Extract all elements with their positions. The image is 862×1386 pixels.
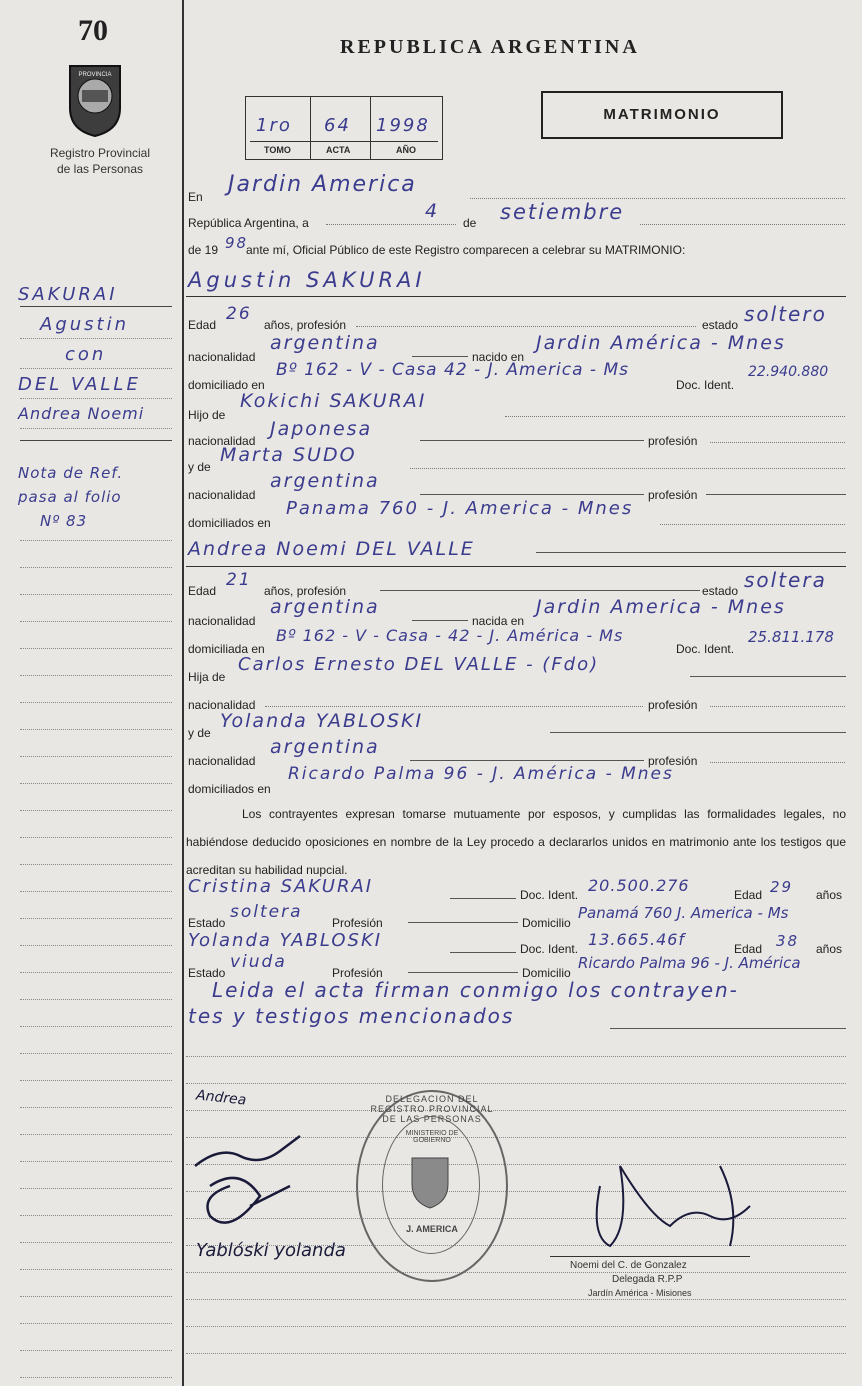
official-line1: Noemi del C. de Gonzalez (570, 1260, 687, 1271)
signature-groom (190, 1126, 320, 1246)
seal-emblem-icon (408, 1154, 452, 1210)
label-anos-prof-bride: años, profesión (264, 584, 347, 598)
bride-parents-address: Ricardo Palma 96 - J. América - Mnes (288, 764, 674, 784)
place-value: Jardin America (228, 172, 417, 197)
margin-surname: SAKURAI (18, 284, 118, 305)
record-type-box (541, 91, 783, 139)
margin-ruled-line (20, 837, 172, 838)
bride-age: 21 (226, 570, 252, 590)
margin-rule (182, 0, 184, 1386)
month-value: setiembre (500, 200, 625, 224)
margin-ruled-line (20, 1269, 172, 1270)
groom-mother: Marta SUDO (220, 444, 357, 466)
margin-ruled-line (20, 1377, 172, 1378)
body-ruled-line (186, 1299, 846, 1300)
label-nac-bride: nacionalidad (188, 614, 256, 628)
groom-nationality: argentina (270, 332, 380, 354)
coat-of-arms-icon (60, 60, 130, 138)
label-domiciliados-groom: domiciliados en (188, 516, 271, 530)
label-domiciliada: domiciliada en (188, 642, 265, 656)
witness2-age: 38 (776, 932, 800, 950)
body-ruled-line (186, 1272, 846, 1273)
label-nac-bride-father: nacionalidad (188, 698, 256, 712)
label-yde-bride: y de (188, 726, 211, 740)
closing-line2: tes y testigos mencionados (188, 1004, 515, 1028)
label-prof-w2: Profesión (332, 966, 383, 980)
margin-ruled-line (20, 972, 172, 973)
margin-ruled-line (20, 1134, 172, 1135)
official-line3: Jardín América - Misiones (588, 1288, 692, 1298)
closing-line1: Leida el acta firman conmigo los contrayen- (212, 978, 739, 1002)
ano-value: 1998 (376, 115, 430, 136)
label-estado-w1: Estado (188, 916, 226, 930)
label-prof-father: profesión (648, 434, 698, 448)
label-doc-w2: Doc. Ident. (520, 942, 579, 956)
label-republica: República Argentina, a (188, 216, 309, 230)
body-ruled-line (186, 1110, 846, 1111)
body-ruled-line (186, 1326, 846, 1327)
margin-ruled-line (20, 1026, 172, 1027)
label-estado-w2: Estado (188, 966, 226, 980)
signature-bride: Andrea (195, 1087, 247, 1109)
margin-ruled-line (20, 729, 172, 730)
label-domiciliado: domiciliado en (188, 378, 265, 392)
groom-age: 26 (226, 304, 252, 324)
margin-note-3: Nº 83 (40, 512, 88, 530)
groom-father: Kokichi SAKURAI (240, 390, 427, 412)
groom-father-nat: Japonesa (270, 418, 373, 440)
label-doc-groom: Doc. Ident. (676, 378, 735, 392)
label-hijo: Hijo de (188, 408, 226, 422)
bride-nationality: argentina (270, 596, 380, 618)
margin-ruled-line (20, 864, 172, 865)
official-line2: Delegada R.P.P (612, 1274, 683, 1285)
groom-address: Bº 162 - V - Casa 42 - J. America - Ms (276, 360, 629, 380)
label-prof-mother: profesión (648, 488, 698, 502)
tomo-value: 1ro (256, 115, 292, 136)
margin-ruled-line (20, 540, 172, 541)
label-domiciliados-bride: domiciliados en (188, 782, 271, 796)
margin-ruled-line (20, 594, 172, 595)
seal-inner-text: MINISTERIO DE GOBIERNO (405, 1130, 459, 1144)
bride-doc: 25.811.178 (748, 628, 834, 646)
body-ruled-line (186, 1056, 846, 1057)
groom-name: Agustin SAKURAI (188, 268, 426, 292)
margin-note-1: Nota de Ref. (18, 464, 124, 482)
bride-mother-nat: argentina (270, 736, 380, 758)
label-nac-groom: nacionalidad (188, 350, 256, 364)
witness2-doc: 13.665.46f (588, 930, 686, 949)
body-ruled-line (186, 1083, 846, 1084)
acta-value: 64 (324, 115, 351, 136)
body-ruled-line (186, 1353, 846, 1354)
label-edad-w2: Edad (734, 942, 763, 956)
margin-ruled-line (20, 945, 172, 946)
margin-ruled-line (20, 675, 172, 676)
registry-line1: Registro Provincial (49, 146, 151, 160)
svg-text:PROVINCIA: PROVINCIA (78, 72, 112, 78)
margin-ruled-line (20, 783, 172, 784)
label-doc-w1: Doc. Ident. (520, 888, 579, 902)
ano-label: AÑO (396, 145, 416, 155)
witness1-age: 29 (770, 878, 794, 896)
margin-bride-surname: DEL VALLE (18, 374, 141, 395)
bride-father: Carlos Ernesto DEL VALLE - (Fdo) (238, 654, 600, 675)
margin-ruled-line (20, 1188, 172, 1189)
label-nacida: nacida en (472, 614, 525, 628)
margin-ruled-line (20, 1296, 172, 1297)
margin-ruled-line (20, 621, 172, 622)
seal-town: J. AMERICA (406, 1224, 458, 1234)
margin-ruled-line (20, 918, 172, 919)
margin-ruled-line (20, 756, 172, 757)
margin-ruled-line (20, 1107, 172, 1108)
witness1-doc: 20.500.276 (588, 876, 690, 895)
bride-estado: soltera (744, 568, 827, 592)
label-edad-w1: Edad (734, 888, 763, 902)
margin-ruled-line (20, 567, 172, 568)
record-type: MATRIMONIO (603, 106, 721, 123)
groom-birthplace: Jardin América - Mnes (536, 332, 786, 354)
label-anos-prof-groom: años, profesión (264, 318, 347, 332)
label-estado-groom: estado (702, 318, 739, 332)
label-de: de (463, 216, 477, 230)
label-anos-w2: años (816, 942, 843, 956)
declaration-text: Los contrayentes expresan tomarse mutuamente por esposos, y cumplidas las formalidades legales, no habiéndose deducido oposiciones en nombre de la Ley procedo a declararlos unidos en matrimonio ante los testigos que acreditan su habilidad nupcial. (186, 807, 846, 877)
witness1-domicilio: Panamá 760 J. America - Ms (578, 904, 789, 922)
bride-birthplace: Jardin America - Mnes (536, 596, 786, 618)
registry-seal (356, 1090, 508, 1282)
label-nac-father: nacionalidad (188, 434, 256, 448)
bride-address: Bº 162 - V - Casa - 42 - J. América - Ms (276, 626, 624, 645)
label-edad-groom: Edad (188, 318, 217, 332)
margin-ruled-line (20, 1350, 172, 1351)
label-de19: de 19 (188, 243, 219, 257)
witness1-name: Cristina SAKURAI (188, 876, 374, 897)
page-number: 70 (78, 14, 108, 47)
margin-ruled-line (20, 1242, 172, 1243)
groom-estado: soltero (744, 302, 827, 326)
label-prof-bride-mother: profesión (648, 754, 698, 768)
margin-ruled-line (20, 1053, 172, 1054)
label-en: En (188, 190, 203, 204)
margin-ruled-line (20, 1323, 172, 1324)
witness2-estado: viuda (230, 952, 287, 972)
label-estado-bride: estado (702, 584, 739, 598)
bride-mother: Yolanda YABLOSKI (220, 710, 424, 732)
groom-parents-address: Panama 760 - J. America - Mnes (286, 498, 634, 519)
registry-line2: de las Personas (56, 162, 144, 176)
bride-name: Andrea Noemi DEL VALLE (188, 538, 475, 560)
margin-ruled-line (20, 1161, 172, 1162)
margin-con: con (65, 344, 107, 365)
label-prof-bride-father: profesión (648, 698, 698, 712)
witness2-name: Yolanda YABLOSKI (188, 930, 383, 951)
label-domicilio-w2: Domicilio (522, 966, 571, 980)
label-domicilio-w1: Domicilio (522, 916, 571, 930)
official-signature (570, 1146, 770, 1258)
seal-outer-text: DELEGACION DEL REGISTRO PROVINCIAL DE LAS PERSONAS (370, 1094, 494, 1124)
label-nacido: nacido en (472, 350, 525, 364)
margin-firstname: Agustin (40, 314, 129, 335)
year-suffix: 98 (225, 234, 249, 252)
day-value: 4 (425, 200, 440, 222)
margin-bride-firstname: Andrea Noemi (18, 404, 145, 423)
margin-ruled-line (20, 648, 172, 649)
margin-ruled-line (20, 999, 172, 1000)
reference-box (245, 96, 443, 160)
witness1-estado: soltera (230, 902, 303, 922)
signature-witness: Yablóski yolanda (196, 1240, 346, 1261)
label-prof-w1: Profesión (332, 916, 383, 930)
acta-label: ACTA (326, 145, 351, 155)
margin-ruled-line (20, 891, 172, 892)
label-hija: Hija de (188, 670, 226, 684)
label-nac-bride-mother: nacionalidad (188, 754, 256, 768)
margin-ruled-line (20, 1215, 172, 1216)
label-yde-groom: y de (188, 460, 211, 474)
tomo-label: TOMO (264, 145, 291, 155)
margin-ruled-line (20, 702, 172, 703)
margin-ruled-line (20, 810, 172, 811)
label-intro: ante mí, Oficial Público de este Registro comparecen a celebrar su MATRIMONIO: (246, 243, 686, 257)
groom-doc: 22.940.880 (748, 364, 829, 380)
groom-mother-nat: argentina (270, 470, 380, 492)
country-title: REPUBLICA ARGENTINA (340, 36, 640, 58)
witness2-domicilio: Ricardo Palma 96 - J. América (578, 954, 801, 972)
label-anos-w1: años (816, 888, 843, 902)
margin-note-2: pasa al folio (18, 488, 122, 506)
label-doc-bride: Doc. Ident. (676, 642, 735, 656)
margin-ruled-line (20, 1080, 172, 1081)
label-nac-mother: nacionalidad (188, 488, 256, 502)
label-edad-bride: Edad (188, 584, 217, 598)
